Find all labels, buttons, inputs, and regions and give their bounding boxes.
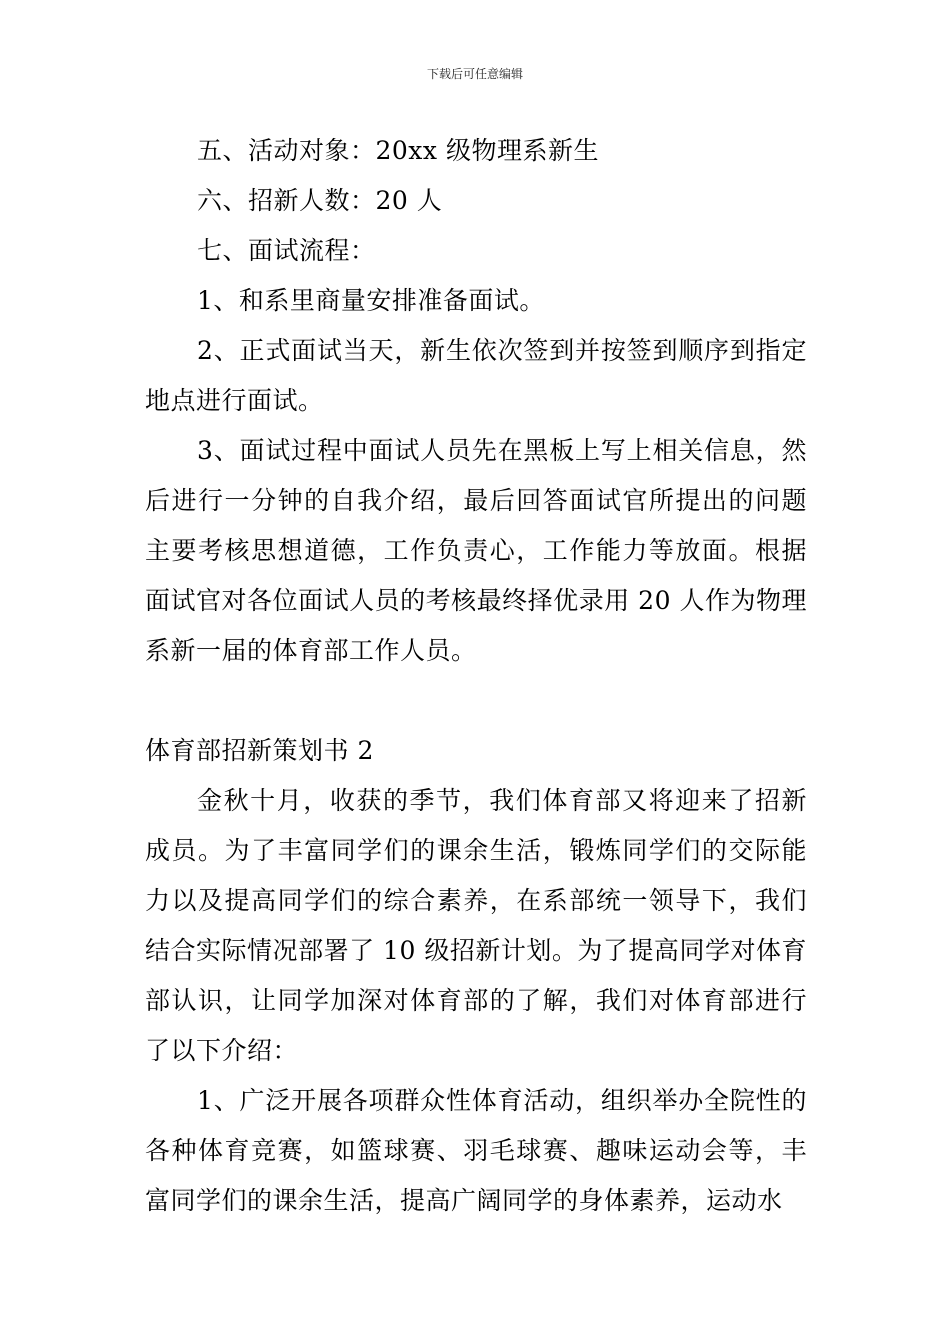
document-body (145, 126, 807, 1226)
step-3: 3、面试过程中面试人员先在黑板上写上相关信息，然后进行一分钟的自我介绍，最后回答面试官所提出的问题主要考核思想道德，工作负责心，工作能力等放面。根据面试官对各位面试人员的考核最终择优录用 20 人作为物理系新一届的体育部工作人员。 (145, 436, 807, 665)
step-1: 1、和系里商量安排准备面试。 (197, 286, 545, 315)
section-gap (145, 676, 807, 726)
item-interview-process: 七、面试流程： (197, 236, 376, 265)
section-title: 体育部招新策划书 2 (145, 736, 374, 765)
section-intro: 金秋十月，收获的季节，我们体育部又将迎来了招新成员。为了丰富同学们的课余生活，锻炼同学们的交际能力以及提高同学们的综合素养，在系部统一领导下，我们结合实际情况部署了 10 级招新计划。为了提高同学对体育部认识，让同学加深对体育部的了解，我们对体育部进行了以下介绍： (145, 786, 807, 1065)
item-recruit-count: 六、招新人数：20 人 (197, 186, 443, 215)
step-2: 2、正式面试当天，新生依次签到并按签到顺序到指定地点进行面试。 (145, 336, 807, 415)
section-point-1: 1、广泛开展各项群众性体育活动，组织举办全院性的各种体育竞赛，如篮球赛、羽毛球赛、趣味运动会等，丰富同学们的课余生活，提高广阔同学的身体素养，运动水 (145, 1086, 807, 1215)
page-header-note: 下载后可任意编辑 (426, 67, 523, 81)
item-activity-target: 五、活动对象：20xx 级物理系新生 (197, 136, 599, 165)
